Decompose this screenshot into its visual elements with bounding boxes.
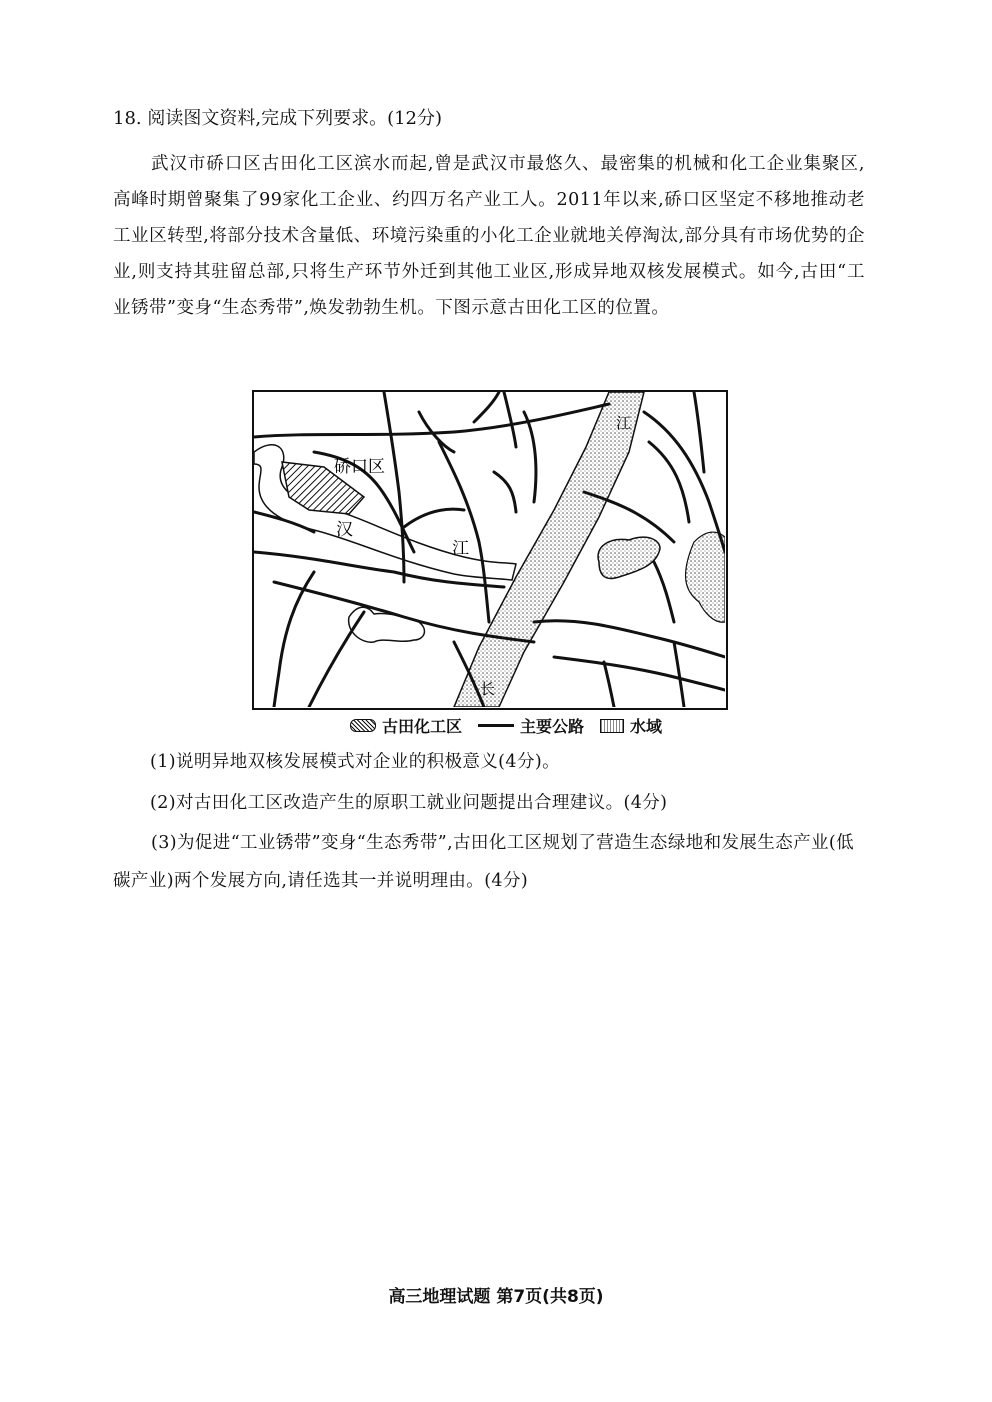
water-swatch-icon — [600, 719, 624, 733]
han-label-2: 江 — [452, 539, 469, 559]
chang-label-1: 江 — [616, 414, 632, 432]
question-paragraph: 武汉市硚口区古田化工区滨水而起,曾是武汉市最悠久、最密集的机械和化工企业集聚区,高峰时期曾聚集了99家化工企业、约四万名产业工人。2011年以来,硚口区坚定不移地推动老工业区转型,将部分技术含量低、环境污染重的小化工企业就地关停淘汰,部分具有市场优势的企业,则支持其驻留总部,只将生产环节外迁到其他工业区,形成异地双核发展模式。如今,古田“工业锈带”变身“生态秀带”,焕发勃勃生机。下图示意古田化工区的位置。 — [113, 154, 865, 318]
east-water — [686, 532, 725, 622]
hatch-swatch-icon — [350, 719, 376, 732]
district-label: 硚口区 — [334, 457, 385, 477]
sub-question-3: (3)为促进“工业锈带”变身“生态秀带”,古田化工区规划了营造生态绿地和发展生态产业(低碳产业)两个发展方向,请任选其一并说明理由。(4分) — [113, 833, 855, 891]
location-map — [252, 390, 728, 710]
page-footer: 高三地理试题 第7页(共8页) — [388, 1287, 604, 1307]
lake — [598, 537, 660, 578]
map-legend — [350, 714, 662, 737]
legend-water: 水域 — [630, 717, 663, 736]
han-label-1: 汉 — [336, 520, 353, 540]
road-swatch-icon — [478, 724, 514, 727]
question-title: 18. 阅读图文资料,完成下列要求。(12分) — [113, 108, 443, 129]
sub-question-2: (2)对古田化工区改造产生的原职工就业问题提出合理建议。(4分) — [150, 793, 668, 813]
legend-industrial-zone: 古田化工区 — [382, 717, 463, 736]
sub-question-1: (1)说明异地双核发展模式对企业的积极意义(4分)。 — [150, 752, 560, 772]
legend-main-road: 主要公路 — [520, 717, 585, 736]
chang-label-2: 长 — [480, 680, 496, 698]
